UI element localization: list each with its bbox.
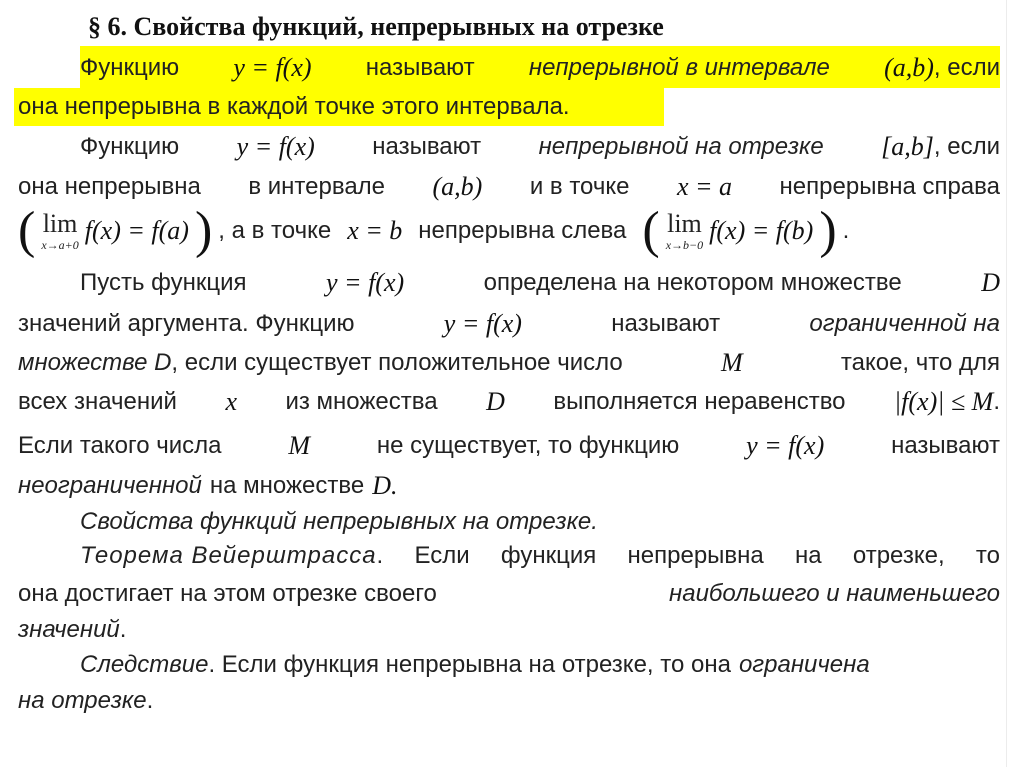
text: , если существует положительное число xyxy=(171,349,623,376)
formula-y-fx: y = f(x) xyxy=(236,132,315,161)
p5-line-2 xyxy=(18,574,1000,614)
lim-symbol: lim xyxy=(667,209,702,238)
symbol-D: D xyxy=(486,387,505,416)
term-max-min: наибольшего и наименьшего xyxy=(669,580,1000,607)
text: не существует, то функцию xyxy=(376,432,680,459)
limit-left xyxy=(666,211,703,251)
lim-subscript: x→b−0 xyxy=(665,238,704,252)
paren-open: ( xyxy=(642,202,660,259)
formula-y-fx: y = f(x) xyxy=(443,309,522,338)
p2-line-3 xyxy=(18,202,1000,259)
text: Пусть функция xyxy=(80,269,247,296)
formula-interval-ab: (a,b) xyxy=(884,53,934,82)
text: непрерывна слева xyxy=(418,217,627,244)
formula-x-equals-b: x = b xyxy=(347,216,403,245)
symbol-D: D. xyxy=(372,471,398,500)
p3-line-2 xyxy=(18,304,1000,344)
limit-right xyxy=(41,211,78,251)
symbol-x: x xyxy=(225,387,237,416)
text: . xyxy=(842,217,850,244)
formula-x-equals-a: x = a xyxy=(676,172,733,201)
p3-line-6 xyxy=(18,466,1000,506)
text: из множества xyxy=(285,388,438,415)
text: . Если функция непрерывна на отрезке, то она xyxy=(208,651,731,678)
p6-line-1 xyxy=(18,645,1000,685)
text: , а в точке xyxy=(218,217,332,244)
lim-symbol: lim xyxy=(42,209,78,238)
text: Функцию xyxy=(80,54,180,81)
term-on-segment: на отрезке xyxy=(18,687,147,714)
text: . xyxy=(119,616,127,643)
text: , если xyxy=(933,54,1000,81)
p5-line-3 xyxy=(18,610,1000,650)
symbol-D: D xyxy=(981,268,1000,297)
p1-line-2 xyxy=(18,87,1000,127)
formula-y-fx: y = f(x) xyxy=(325,268,405,297)
text: выполняется неравенство xyxy=(553,388,846,415)
formula-limit-left: f(x) = f(b) xyxy=(709,216,814,245)
term-bounded: ограниченной на xyxy=(809,310,1000,337)
paren-close: ) xyxy=(819,202,837,259)
text: она достигает на этом отрезке своего xyxy=(18,580,437,607)
formula-y-fx: y = f(x) xyxy=(746,431,825,460)
formula-y-fx: y = f(x) xyxy=(233,53,312,82)
text: Функцию xyxy=(80,133,180,160)
text: , если xyxy=(933,133,1000,160)
paren-close: ) xyxy=(194,202,213,259)
text: определена на некотором множестве xyxy=(483,269,902,296)
symbol-M: M xyxy=(720,348,743,377)
text: в интервале xyxy=(248,173,386,200)
text: она непрерывна xyxy=(18,173,201,200)
text: называют xyxy=(372,133,482,160)
term-values: значений xyxy=(18,616,120,643)
text: . xyxy=(993,388,1000,415)
text: всех значений xyxy=(18,388,177,415)
subheading-properties: Свойства функций непрерывных на отрезке. xyxy=(80,508,598,535)
symbol-M: M xyxy=(288,431,311,460)
p3-line-1 xyxy=(18,263,1000,303)
section-heading: § 6. Свойства функций, непрерывных на отрезке xyxy=(88,12,664,41)
text: . xyxy=(146,687,154,714)
term-weierstrass-theorem: Теорема Вейерштрасса xyxy=(80,542,377,569)
formula-interval-ab: (a,b) xyxy=(432,172,483,201)
text: называют xyxy=(891,432,1000,459)
p1-line-1 xyxy=(18,48,1000,88)
term-bounded-short: ограничена xyxy=(738,651,870,678)
p3-line-3 xyxy=(18,343,1000,383)
text: называют xyxy=(611,310,721,337)
text: такое, что для xyxy=(840,349,1000,376)
term-bounded-set: множестве D xyxy=(18,349,172,376)
formula-limit-right: f(x) = f(a) xyxy=(84,216,189,245)
p3-line-5 xyxy=(18,426,1000,466)
text: называют xyxy=(365,54,475,81)
text: и в точке xyxy=(529,173,630,200)
p6-line-2 xyxy=(18,681,1000,721)
formula-segment-ab: [a,b] xyxy=(881,132,934,161)
text: на множестве xyxy=(209,472,365,499)
p5-line-1 xyxy=(18,536,1000,576)
p3-line-4 xyxy=(18,382,1000,422)
paren-open: ( xyxy=(18,202,36,259)
text: непрерывна справа xyxy=(779,173,1000,200)
term-continuous-interval: непрерывной в интервале xyxy=(528,54,830,81)
term-continuous-segment: непрерывной на отрезке xyxy=(538,133,824,160)
lim-subscript: x→a+0 xyxy=(41,238,79,252)
p2-line-1 xyxy=(18,127,1000,167)
formula-inequality: |f(x)| ≤ M xyxy=(894,387,994,416)
text: Если такого числа xyxy=(18,432,222,459)
text: . Если функция непрерывна на отрезке, то xyxy=(376,542,1000,569)
text: она непрерывна в каждой точке этого интервала. xyxy=(18,93,570,120)
p2-line-2 xyxy=(18,167,1000,207)
text: значений аргумента. Функцию xyxy=(18,310,355,337)
page-edge xyxy=(1002,0,1024,767)
term-unbounded: неограниченной xyxy=(18,472,202,499)
term-corollary: Следствие xyxy=(80,651,209,678)
